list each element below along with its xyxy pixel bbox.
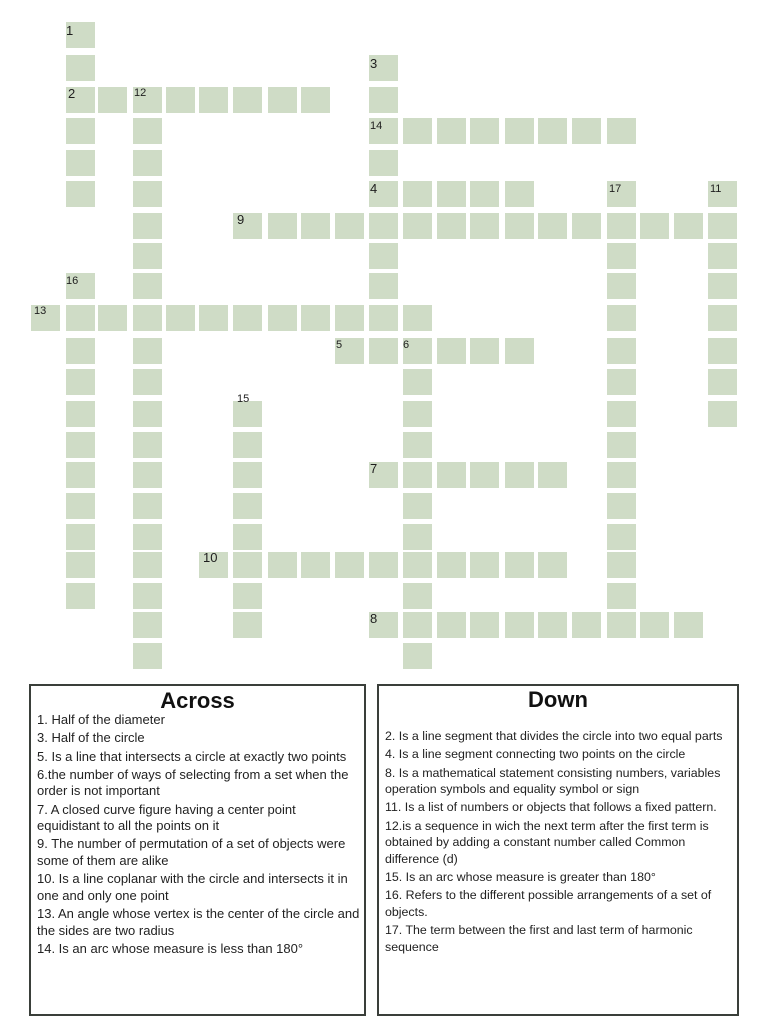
grid-cell[interactable] [607,243,636,269]
grid-cell[interactable] [640,213,669,239]
number-13: 13 [34,305,47,317]
grid-cell[interactable] [66,432,95,458]
grid-cell[interactable] [607,213,636,239]
grid-cell[interactable] [268,213,297,239]
grid-cell[interactable] [98,305,127,331]
grid-cell[interactable] [335,213,364,239]
grid-cell[interactable] [538,612,567,638]
across-clues-panel [29,684,366,1016]
grid-cell[interactable] [133,493,162,519]
grid-cell[interactable] [66,369,95,395]
across-clue: 13. An angle whose vertex is the center of the circle and the sides are two radius [37,906,360,938]
grid-cell[interactable] [572,118,601,144]
grid-cell[interactable] [369,213,398,239]
grid-cell[interactable] [133,524,162,550]
grid-cell[interactable] [369,150,398,176]
grid-cell[interactable] [369,305,398,331]
grid-cell[interactable] [369,552,398,578]
grid-cell[interactable] [607,305,636,331]
number-17: 17 [609,183,622,195]
grid-cell[interactable] [708,273,737,299]
grid-cell[interactable] [66,583,95,609]
grid-cell[interactable] [66,305,95,331]
grid-cell[interactable] [607,273,636,299]
grid-cell[interactable] [133,338,162,364]
down-clue: 16. Refers to the different possible arrangements of a set of objects. [385,888,712,919]
grid-cell[interactable] [133,273,162,299]
grid-cell[interactable] [369,243,398,269]
grid-cell[interactable] [505,462,534,488]
grid-cell[interactable] [301,87,330,113]
grid-cell[interactable] [470,181,499,207]
grid-cell[interactable] [268,87,297,113]
grid-cell[interactable] [66,401,95,427]
grid-cell[interactable] [335,552,364,578]
grid-cell[interactable] [133,213,162,239]
grid-cell[interactable] [166,87,195,113]
number-4: 4 [370,181,378,196]
number-9: 9 [237,212,245,227]
grid-cell[interactable] [233,612,262,638]
grid-cell[interactable] [133,150,162,176]
grid-cell[interactable] [437,552,466,578]
grid-cell[interactable] [133,462,162,488]
across-clue: 9. The number of permutation of a set of objects were some of them are alike [37,836,346,868]
grid-cell[interactable] [133,583,162,609]
grid-cell[interactable] [66,493,95,519]
down-clue-list [385,728,733,957]
grid-cell[interactable] [403,493,432,519]
number-2: 2 [68,86,76,101]
grid-cell[interactable] [607,583,636,609]
number-12: 12 [134,87,147,99]
number-6: 6 [403,339,410,351]
grid-cell[interactable] [607,462,636,488]
grid-cell[interactable] [437,181,466,207]
grid-cell[interactable] [403,643,432,669]
grid-cell[interactable] [233,462,262,488]
grid-cell[interactable] [133,305,162,331]
grid-cell[interactable] [437,213,466,239]
grid-cell[interactable] [199,305,228,331]
grid-cell[interactable] [607,401,636,427]
grid-cell[interactable] [301,213,330,239]
number-10: 10 [203,550,218,565]
grid-cell[interactable] [133,181,162,207]
grid-cell[interactable] [133,243,162,269]
grid-cell[interactable] [66,524,95,550]
grid-cell[interactable] [133,118,162,144]
grid-cell[interactable] [505,181,534,207]
grid-cell[interactable] [369,87,398,113]
grid-cell[interactable] [403,118,432,144]
grid-cell[interactable] [708,401,737,427]
number-1: 1 [66,23,74,38]
number-16: 16 [66,275,79,287]
grid-cell[interactable] [403,462,432,488]
grid-cell[interactable] [607,524,636,550]
grid-cell[interactable] [133,401,162,427]
grid-cell[interactable] [335,305,364,331]
grid-cell[interactable] [403,181,432,207]
grid-cell[interactable] [66,150,95,176]
grid-cell[interactable] [640,612,669,638]
grid-cell[interactable] [470,338,499,364]
grid-cell[interactable] [572,213,601,239]
grid-cell[interactable] [708,369,737,395]
grid-cell[interactable] [607,552,636,578]
grid-cell[interactable] [470,612,499,638]
grid-cell[interactable] [301,305,330,331]
grid-cell[interactable] [403,612,432,638]
grid-cell[interactable] [233,524,262,550]
number-14: 14 [370,120,383,132]
grid-cell[interactable] [607,432,636,458]
grid-cell[interactable] [133,643,162,669]
across-clue: 10. Is a line coplanar with the circle and intersects it in one and only one point [37,871,348,903]
grid-cell[interactable] [369,273,398,299]
across-clue: 14. Is an arc whose measure is less than 180° [37,940,304,956]
down-clue: 17. The term between the first and last term of harmonic sequence [385,923,693,954]
grid-cell[interactable] [403,369,432,395]
grid-cell[interactable] [607,493,636,519]
number-5: 5 [336,339,343,351]
grid-cell[interactable] [66,55,95,81]
down-clue: 4. Is a line segment connecting two points on the circle [385,747,686,762]
grid-cell[interactable] [66,462,95,488]
grid-cell[interactable] [505,338,534,364]
grid-cell[interactable] [403,552,432,578]
grid-cell[interactable] [233,87,262,113]
down-clue: 15. Is an arc whose measure is greater than 180° [385,869,656,884]
grid-cell[interactable] [403,213,432,239]
grid-cell[interactable] [470,462,499,488]
across-clue-list [37,712,360,959]
down-clues-panel [377,684,739,1016]
across-clue: 7. A closed curve figure having a center point equidistant to all the points on it [37,801,296,834]
number-15: 15 [237,393,250,405]
grid-cell[interactable] [538,462,567,488]
grid-cell[interactable] [133,552,162,578]
grid-cell[interactable] [538,213,567,239]
number-11: 11 [710,183,722,195]
grid-cell[interactable] [268,305,297,331]
grid-cell[interactable] [607,338,636,364]
grid-cell[interactable] [133,369,162,395]
grid-cell[interactable] [674,612,703,638]
grid-cell[interactable] [233,493,262,519]
grid-cell[interactable] [98,87,127,113]
grid-cell[interactable] [572,612,601,638]
grid-cell[interactable] [403,583,432,609]
grid-cell[interactable] [403,401,432,427]
grid-cell[interactable] [66,338,95,364]
grid-cell[interactable] [607,369,636,395]
grid-cell[interactable] [233,432,262,458]
grid-cell[interactable] [233,552,262,578]
grid-cell[interactable] [66,118,95,144]
grid-cell[interactable] [674,213,703,239]
grid-cell[interactable] [369,338,398,364]
grid-cell[interactable] [607,612,636,638]
number-3: 3 [370,56,378,71]
grid-cell[interactable] [505,612,534,638]
across-clue: 3. Half of the circle [37,730,145,746]
grid-cell[interactable] [505,118,534,144]
grid-cell[interactable] [66,552,95,578]
grid-cell[interactable] [708,243,737,269]
grid-cell[interactable] [470,118,499,144]
grid-cell[interactable] [133,432,162,458]
grid-cell[interactable] [538,118,567,144]
grid-cell[interactable] [505,213,534,239]
grid-cell[interactable] [199,87,228,113]
grid-cell[interactable] [708,213,737,239]
grid-cell[interactable] [470,552,499,578]
grid-cell[interactable] [403,432,432,458]
grid-cell[interactable] [437,118,466,144]
down-clue: 2. Is a line segment that divides the circle into two equal parts [385,729,723,743]
down-clue: 11. Is a list of numbers or objects that follows a fixed pattern. [385,800,717,815]
number-8: 8 [370,611,378,626]
down-clue: 12.is a sequence in wich the next term after the first term is obtained by adding a constant number called Common difference (d) [385,818,709,866]
grid-cell[interactable] [708,305,737,331]
grid-cell[interactable] [66,181,95,207]
across-clue: 6.the number of ways of selecting from a set when the order is not important [37,766,349,799]
grid-cell[interactable] [505,552,534,578]
grid-cell[interactable] [538,552,567,578]
grid-cell[interactable] [166,305,195,331]
grid-cell[interactable] [403,305,432,331]
grid-cell[interactable] [133,612,162,638]
number-7: 7 [370,461,378,476]
grid-cell[interactable] [301,552,330,578]
across-clue: 1. Half of the diameter [37,712,165,727]
grid-cell[interactable] [268,552,297,578]
grid-cell[interactable] [437,462,466,488]
across-clue: 5. Is a line that intersects a circle at exactly two points [37,748,347,764]
grid-cell[interactable] [437,612,466,638]
across-heading: Across [160,688,235,713]
grid-cell[interactable] [607,118,636,144]
grid-cell[interactable] [470,213,499,239]
down-heading: Down [528,687,588,712]
down-clue: 8. Is a mathematical statement consisting numbers, variables operation symbols and equality symbol or sign [385,765,721,797]
grid-cell[interactable] [708,338,737,364]
grid-cell[interactable] [233,305,262,331]
grid-cell[interactable] [437,338,466,364]
grid-cell[interactable] [233,583,262,609]
grid-cell[interactable] [403,524,432,550]
